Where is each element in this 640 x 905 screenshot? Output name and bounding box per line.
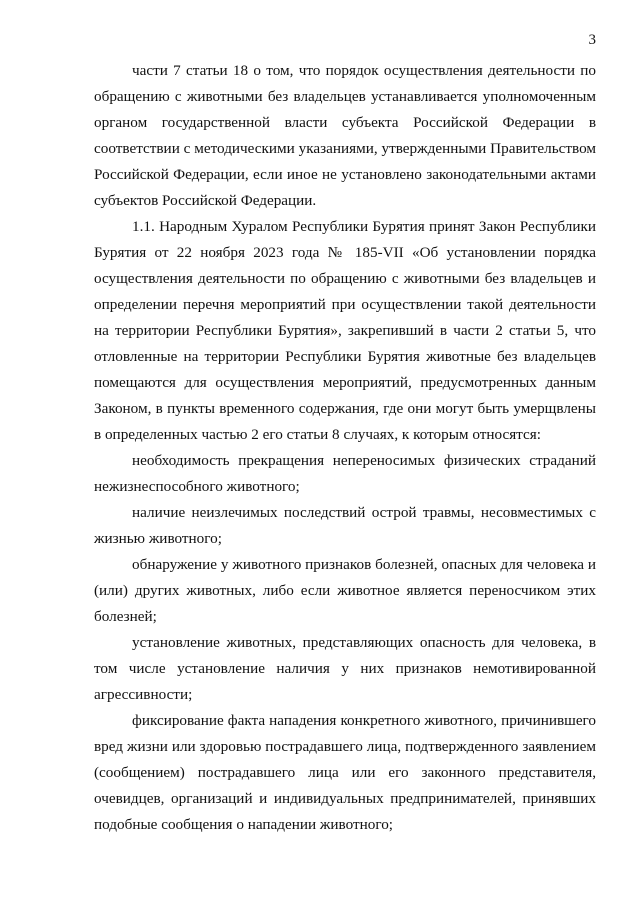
list-item-disease: обнаружение у животного признаков болезней, опасных для человека и (или) других животных, либо если животное является переносчиком этих болезней; — [94, 556, 596, 625]
document-body — [94, 58, 596, 838]
list-item-suffering: необходимость прекращения непереносимых физических страданий нежизнеспособного животного; — [94, 452, 596, 495]
paragraph-continuation: части 7 статьи 18 о том, что порядок осуществления деятельности по обращению с животными без владельцев устанавливается уполномоченным органом государственной власти субъекта Российской Федерации в соответствии с методическими указаниями, утвержденными Правительством Российской Федерации, если иное не установлено законодательными актами субъектов Российской Федерации. — [94, 62, 596, 209]
list-item-trauma: наличие неизлечимых последствий острой травмы, несовместимых с жизнью животного; — [94, 504, 596, 547]
paragraph-law-adoption: 1.1. Народным Хуралом Республики Бурятия принят Закон Республики Бурятия от 22 ноября 2023 года № 185-VII «Об установлении порядка осуществления деятельности по обращению с животными без владельцев и определении перечня мероприятий при осуществлении такой деятельности на территории Республики Бурятия», закрепивший в части 2 статьи 5, что отловленные на территории Республики Бурятия животные без владельцев помещаются для осуществления мероприятий, предусмотренных данным Законом, в пункты временного содержания, где они могут быть умерщвлены в определенных частью 2 его статьи 8 случаях, к которым относятся: — [94, 218, 596, 443]
list-item-danger: установление животных, представляющих опасность для человека, в том числе установление наличия у них признаков немотивированной агрессивности; — [94, 634, 596, 703]
list-item-attack: фиксирование факта нападения конкретного животного, причинившего вред жизни или здоровью пострадавшего лица, подтвержденного заявлением (сообщением) пострадавшего лица или его законного представителя, очевидцев, организаций и индивидуальных предпринимателей, принявших подобные сообщения о нападении животного; — [94, 712, 596, 833]
page-number: 3 — [588, 32, 596, 48]
